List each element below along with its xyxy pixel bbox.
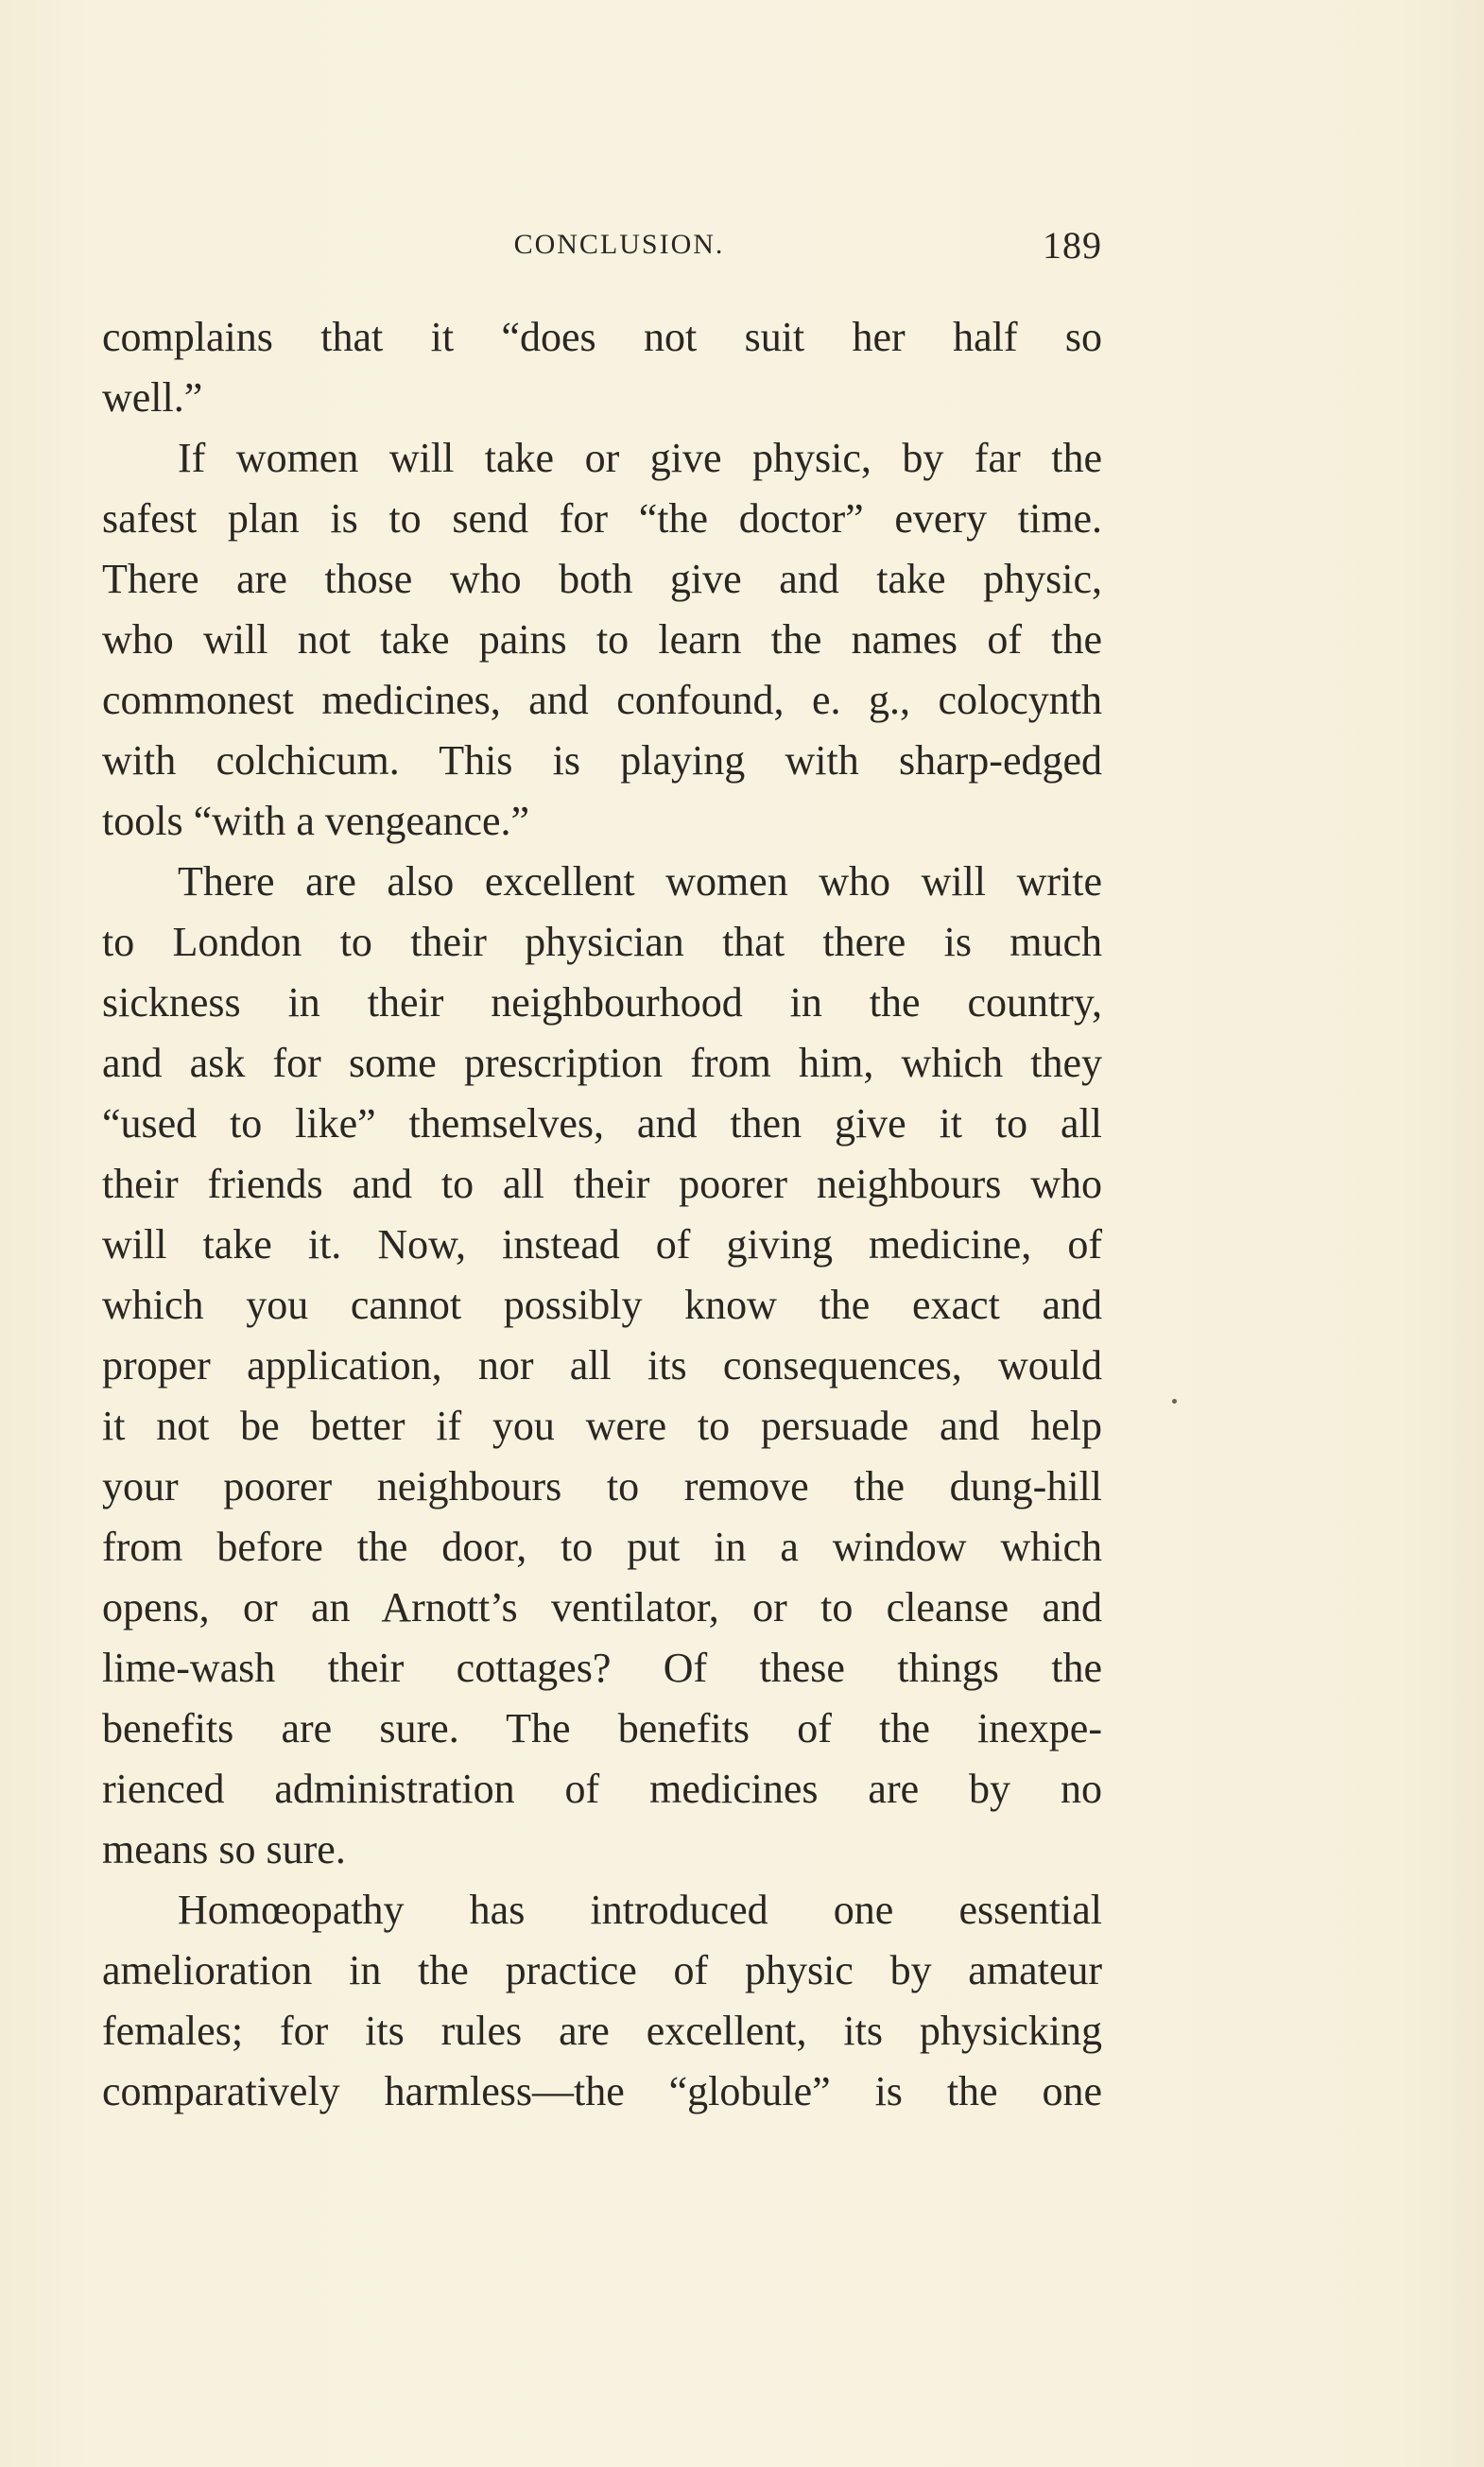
text-line: your poorer neighbours to remove the dung-hill — [102, 1463, 1102, 1510]
text-line: rienced administration of medicines are by no — [102, 1766, 1102, 1812]
paragraph — [102, 852, 1102, 1880]
text-line: lime-wash their cottages? Of these things the — [102, 1645, 1102, 1691]
text-line: safest plan is to send for “the doctor” every time. — [102, 495, 1102, 542]
text-line: proper application, nor all its consequences, would — [102, 1342, 1102, 1389]
text-line: commonest medicines, and confound, e. g., colocynth — [102, 677, 1102, 723]
text-line: will take it. Now, instead of giving medicine, of — [102, 1221, 1102, 1268]
page-number: 189 — [1043, 224, 1102, 267]
text-line: tools “with a vengeance.” — [102, 798, 530, 844]
text-line: means so sure. — [102, 1826, 346, 1872]
text-line: from before the door, to put in a window which — [102, 1524, 1102, 1570]
body-text — [102, 307, 1102, 2122]
text-line: amelioration in the practice of physic by amateur — [102, 1947, 1102, 1993]
running-head — [102, 224, 1102, 274]
text-line: which you cannot possibly know the exact and — [102, 1282, 1102, 1328]
text-line: well.” — [102, 374, 203, 421]
paragraph — [102, 307, 1102, 428]
text-line: There are those who both give and take physic, — [102, 556, 1102, 602]
paragraph — [102, 1880, 1102, 2122]
paragraph — [102, 428, 1102, 852]
text-line: “used to like” themselves, and then give it to all — [102, 1100, 1102, 1147]
text-line: their friends and to all their poorer neighbours who — [102, 1161, 1102, 1207]
text-line: who will not take pains to learn the names of the — [102, 616, 1102, 663]
text-line: complains that it “does not suit her half so — [102, 314, 1102, 360]
text-line: There are also excellent women who will write — [178, 858, 1102, 905]
text-line: opens, or an Arnott’s ventilator, or to cleanse and — [102, 1584, 1102, 1630]
chapter-title: CONCLUSION. — [513, 229, 725, 260]
text-line: to London to their physician that there is much — [102, 919, 1102, 965]
text-line: and ask for some prescription from him, which they — [102, 1040, 1102, 1086]
text-line: comparatively harmless—the “globule” is the one — [102, 2068, 1102, 2114]
text-line: it not be better if you were to persuade and help — [102, 1403, 1102, 1449]
text-line: with colchicum. This is playing with sharp-edged — [102, 737, 1102, 784]
text-line: benefits are sure. The benefits of the inexpe- — [102, 1705, 1102, 1751]
paper-speck — [1172, 1399, 1177, 1404]
text-line: sickness in their neighbourhood in the country, — [102, 979, 1102, 1026]
text-line: If women will take or give physic, by far the — [178, 435, 1102, 481]
text-line: Homœopathy has introduced one essential — [178, 1887, 1102, 1933]
text-line: females; for its rules are excellent, its physicking — [102, 2008, 1102, 2054]
